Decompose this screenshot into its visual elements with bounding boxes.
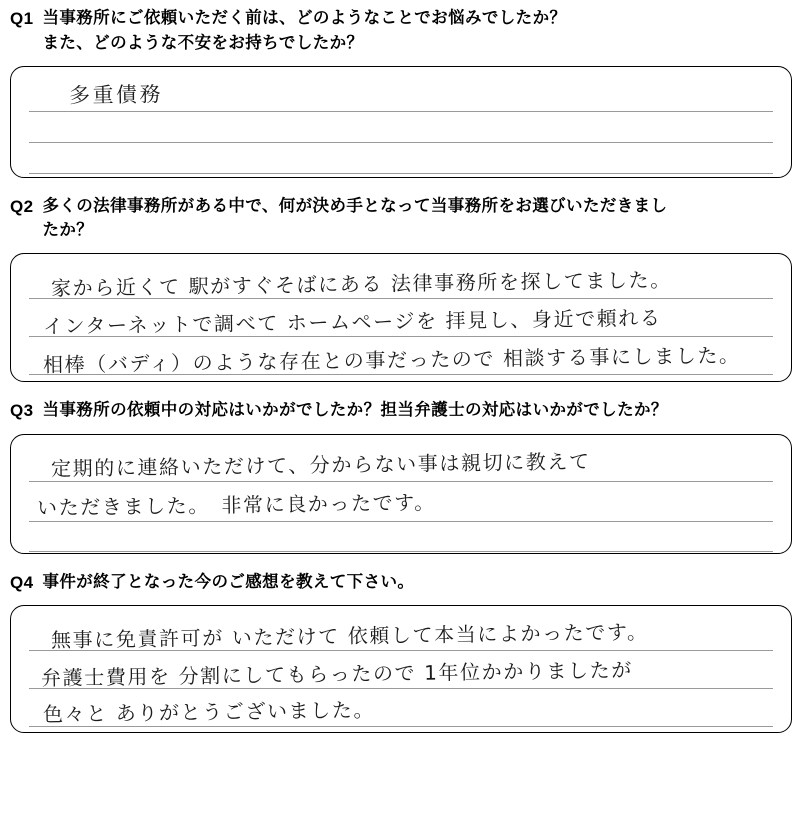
question-text-q2-line1: 多くの法律事務所がある中で、何が決め手となって当事務所をお選びいただきまし — [42, 196, 668, 215]
rule-line — [29, 111, 773, 112]
question-text-q2 — [42, 194, 667, 244]
answer-box-q3[interactable] — [10, 434, 792, 554]
handwritten-answer-q1-line1: 多重債務 — [68, 81, 164, 108]
handwritten-answer-q2-line3: 相棒（バディ）のような存在との事だったので 相談する事にしました。 — [42, 343, 741, 377]
question-label-q2: Q2 — [10, 196, 34, 216]
question-heading-q2 — [10, 194, 792, 244]
handwritten-answer-q4-line3: 色々と ありがとうございました。 — [42, 697, 376, 727]
question-text-q3: 当事務所の依頼中の対応はいかがでしたか？担当弁護士の対応はいかがでしたか？ — [42, 401, 668, 419]
question-block-q1 — [10, 6, 792, 178]
rule-line — [29, 726, 773, 727]
question-block-q2 — [10, 194, 792, 383]
handwritten-answer-q3-line2: いただきました。 非常に良かったです。 — [36, 489, 436, 520]
answer-box-q1[interactable] — [10, 66, 792, 178]
rule-line — [29, 521, 773, 522]
question-text-q1-line1: 当事務所にご依頼いただく前は、どのようなことでお悩みでしたか？ — [42, 9, 567, 27]
question-text-q1 — [42, 6, 566, 56]
rule-line — [29, 173, 773, 174]
question-heading-q1 — [10, 6, 792, 56]
question-block-q3 — [10, 398, 792, 554]
question-label-q4: Q4 — [10, 572, 34, 592]
answer-box-q4[interactable] — [10, 605, 792, 733]
question-label-q1: Q1 — [10, 9, 34, 28]
handwritten-answer-q2-line1: 家から近くて 駅がすぐそばにある 法律事務所を探してました。 — [50, 267, 672, 301]
rule-line — [29, 551, 773, 552]
handwritten-answer-q4-line2: 弁護士費用を 分割にしてもらったので 1年位かかりましたが — [40, 657, 634, 691]
handwritten-answer-q4-line1: 無事に免責許可が いただけて 依頼して本当によかったです。 — [50, 619, 649, 653]
question-heading-q4 — [10, 570, 792, 596]
rule-line — [29, 481, 773, 482]
question-heading-q3 — [10, 398, 792, 424]
handwritten-answer-q3-line1: 定期的に連絡いただけて、分からない事は親切に教えて — [50, 448, 591, 481]
question-block-q4 — [10, 570, 792, 734]
question-label-q3: Q3 — [10, 401, 34, 420]
question-text-q2-line2: たか？ — [42, 221, 94, 240]
answer-box-q2[interactable] — [10, 253, 792, 382]
handwritten-answer-q2-line2: インターネットで調べて ホームページを 拝見し、身近で頼れる — [42, 305, 662, 339]
rule-line — [29, 142, 773, 143]
question-text-q4: 事件が終了となった今のご感想を教えて下さい。 — [42, 572, 415, 591]
question-text-q1-line2: また、どのような不安をお持ちでしたか？ — [42, 33, 364, 52]
